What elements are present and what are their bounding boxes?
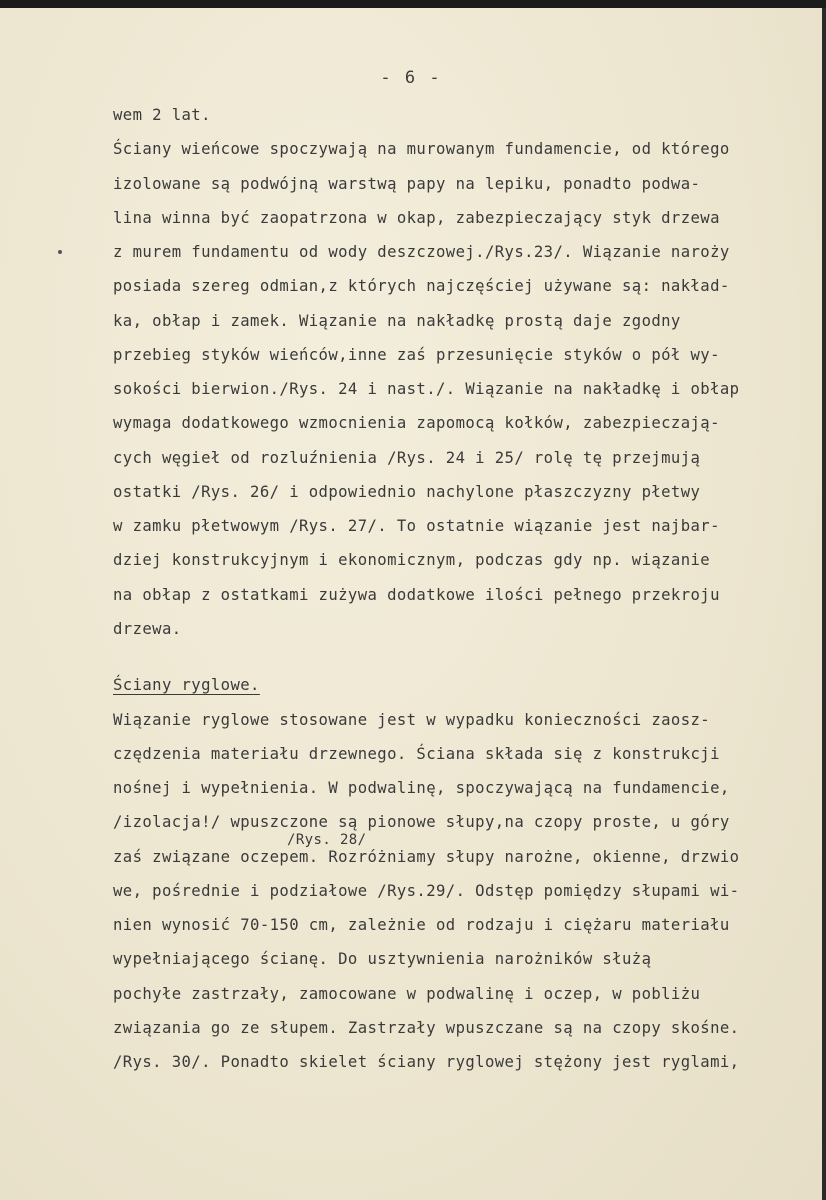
text-line: przebieg styków wieńców,inne zaś przesunięcie styków o pół wy- <box>113 346 720 364</box>
text-line: z murem fundamentu od wody deszczowej./Rys.23/. Wiązanie naroży <box>113 243 730 261</box>
section-heading: Ściany ryglowe. <box>113 676 260 694</box>
document-page <box>0 8 822 1200</box>
text-line: wem 2 lat. <box>113 106 211 124</box>
text-line: nośnej i wypełnienia. W podwalinę, spoczywającą na fundamencie, <box>113 779 730 797</box>
text-line: lina winna być zaopatrzona w okap, zabezpieczający styk drzewa <box>113 209 720 227</box>
page-edge-shadow <box>822 8 826 1200</box>
text-line: związania go ze słupem. Zastrzały wpuszczane są na czopy skośne. <box>113 1019 740 1037</box>
text-line: cych węgieł od rozluźnienia /Rys. 24 i 25/ rolę tę przejmują <box>113 449 701 467</box>
text-line: zaś związane oczepem. Rozróżniamy słupy narożne, okienne, drzwio <box>113 848 740 866</box>
text-line: sokości bierwion./Rys. 24 i nast./. Wiązanie na nakładkę i obłap <box>113 380 740 398</box>
text-line: /Rys. 30/. Ponadto skielet ściany ryglowej stężony jest ryglami, <box>113 1053 740 1071</box>
text-line: drzewa. <box>113 620 182 638</box>
text-line: wymaga dodatkowego wzmocnienia zapomocą kołków, zabezpieczają- <box>113 414 720 432</box>
text-line: we, pośrednie i podziałowe /Rys.29/. Odstęp pomiędzy słupami wi- <box>113 882 740 900</box>
page-number: - 6 - <box>380 68 442 88</box>
text-line: Ściany wieńcowe spoczywają na murowanym fundamencie, od którego <box>113 140 730 158</box>
text-line: Wiązanie ryglowe stosowane jest w wypadku konieczności zaosz- <box>113 711 711 729</box>
text-line: posiada szereg odmian,z których najczęściej używane są: nakład- <box>113 277 730 295</box>
text-line: ostatki /Rys. 26/ i odpowiednio nachylone płaszczyzny płetwy <box>113 483 701 501</box>
text-line: izolowane są podwójną warstwą papy na lepiku, ponadto podwa- <box>113 175 701 193</box>
text-line: w zamku płetwowym /Rys. 27/. To ostatnie wiązanie jest najbar- <box>113 517 720 535</box>
text-line: wypełniającego ścianę. Do usztywnienia narożników służą <box>113 950 652 968</box>
text-line: na obłap z ostatkami zużywa dodatkowe ilości pełnego przekroju <box>113 586 720 604</box>
margin-dot <box>58 250 62 254</box>
text-line: nien wynosić 70-150 cm, zależnie od rodzaju i ciężaru materiału <box>113 916 730 934</box>
inserted-note: /Rys. 28/ <box>287 832 367 848</box>
text-line: dziej konstrukcyjnym i ekonomicznym, podczas gdy np. wiązanie <box>113 551 711 569</box>
text-line: /izolacja!/ wpuszczone są pionowe słupy,na czopy proste, u góry <box>113 813 730 831</box>
text-line: ka, obłap i zamek. Wiązanie na nakładkę prostą daje zgodny <box>113 312 681 330</box>
text-line: czędzenia materiału drzewnego. Ściana składa się z konstrukcji <box>113 745 720 763</box>
text-line: pochyłe zastrzały, zamocowane w podwalinę i oczep, w pobliżu <box>113 985 701 1003</box>
